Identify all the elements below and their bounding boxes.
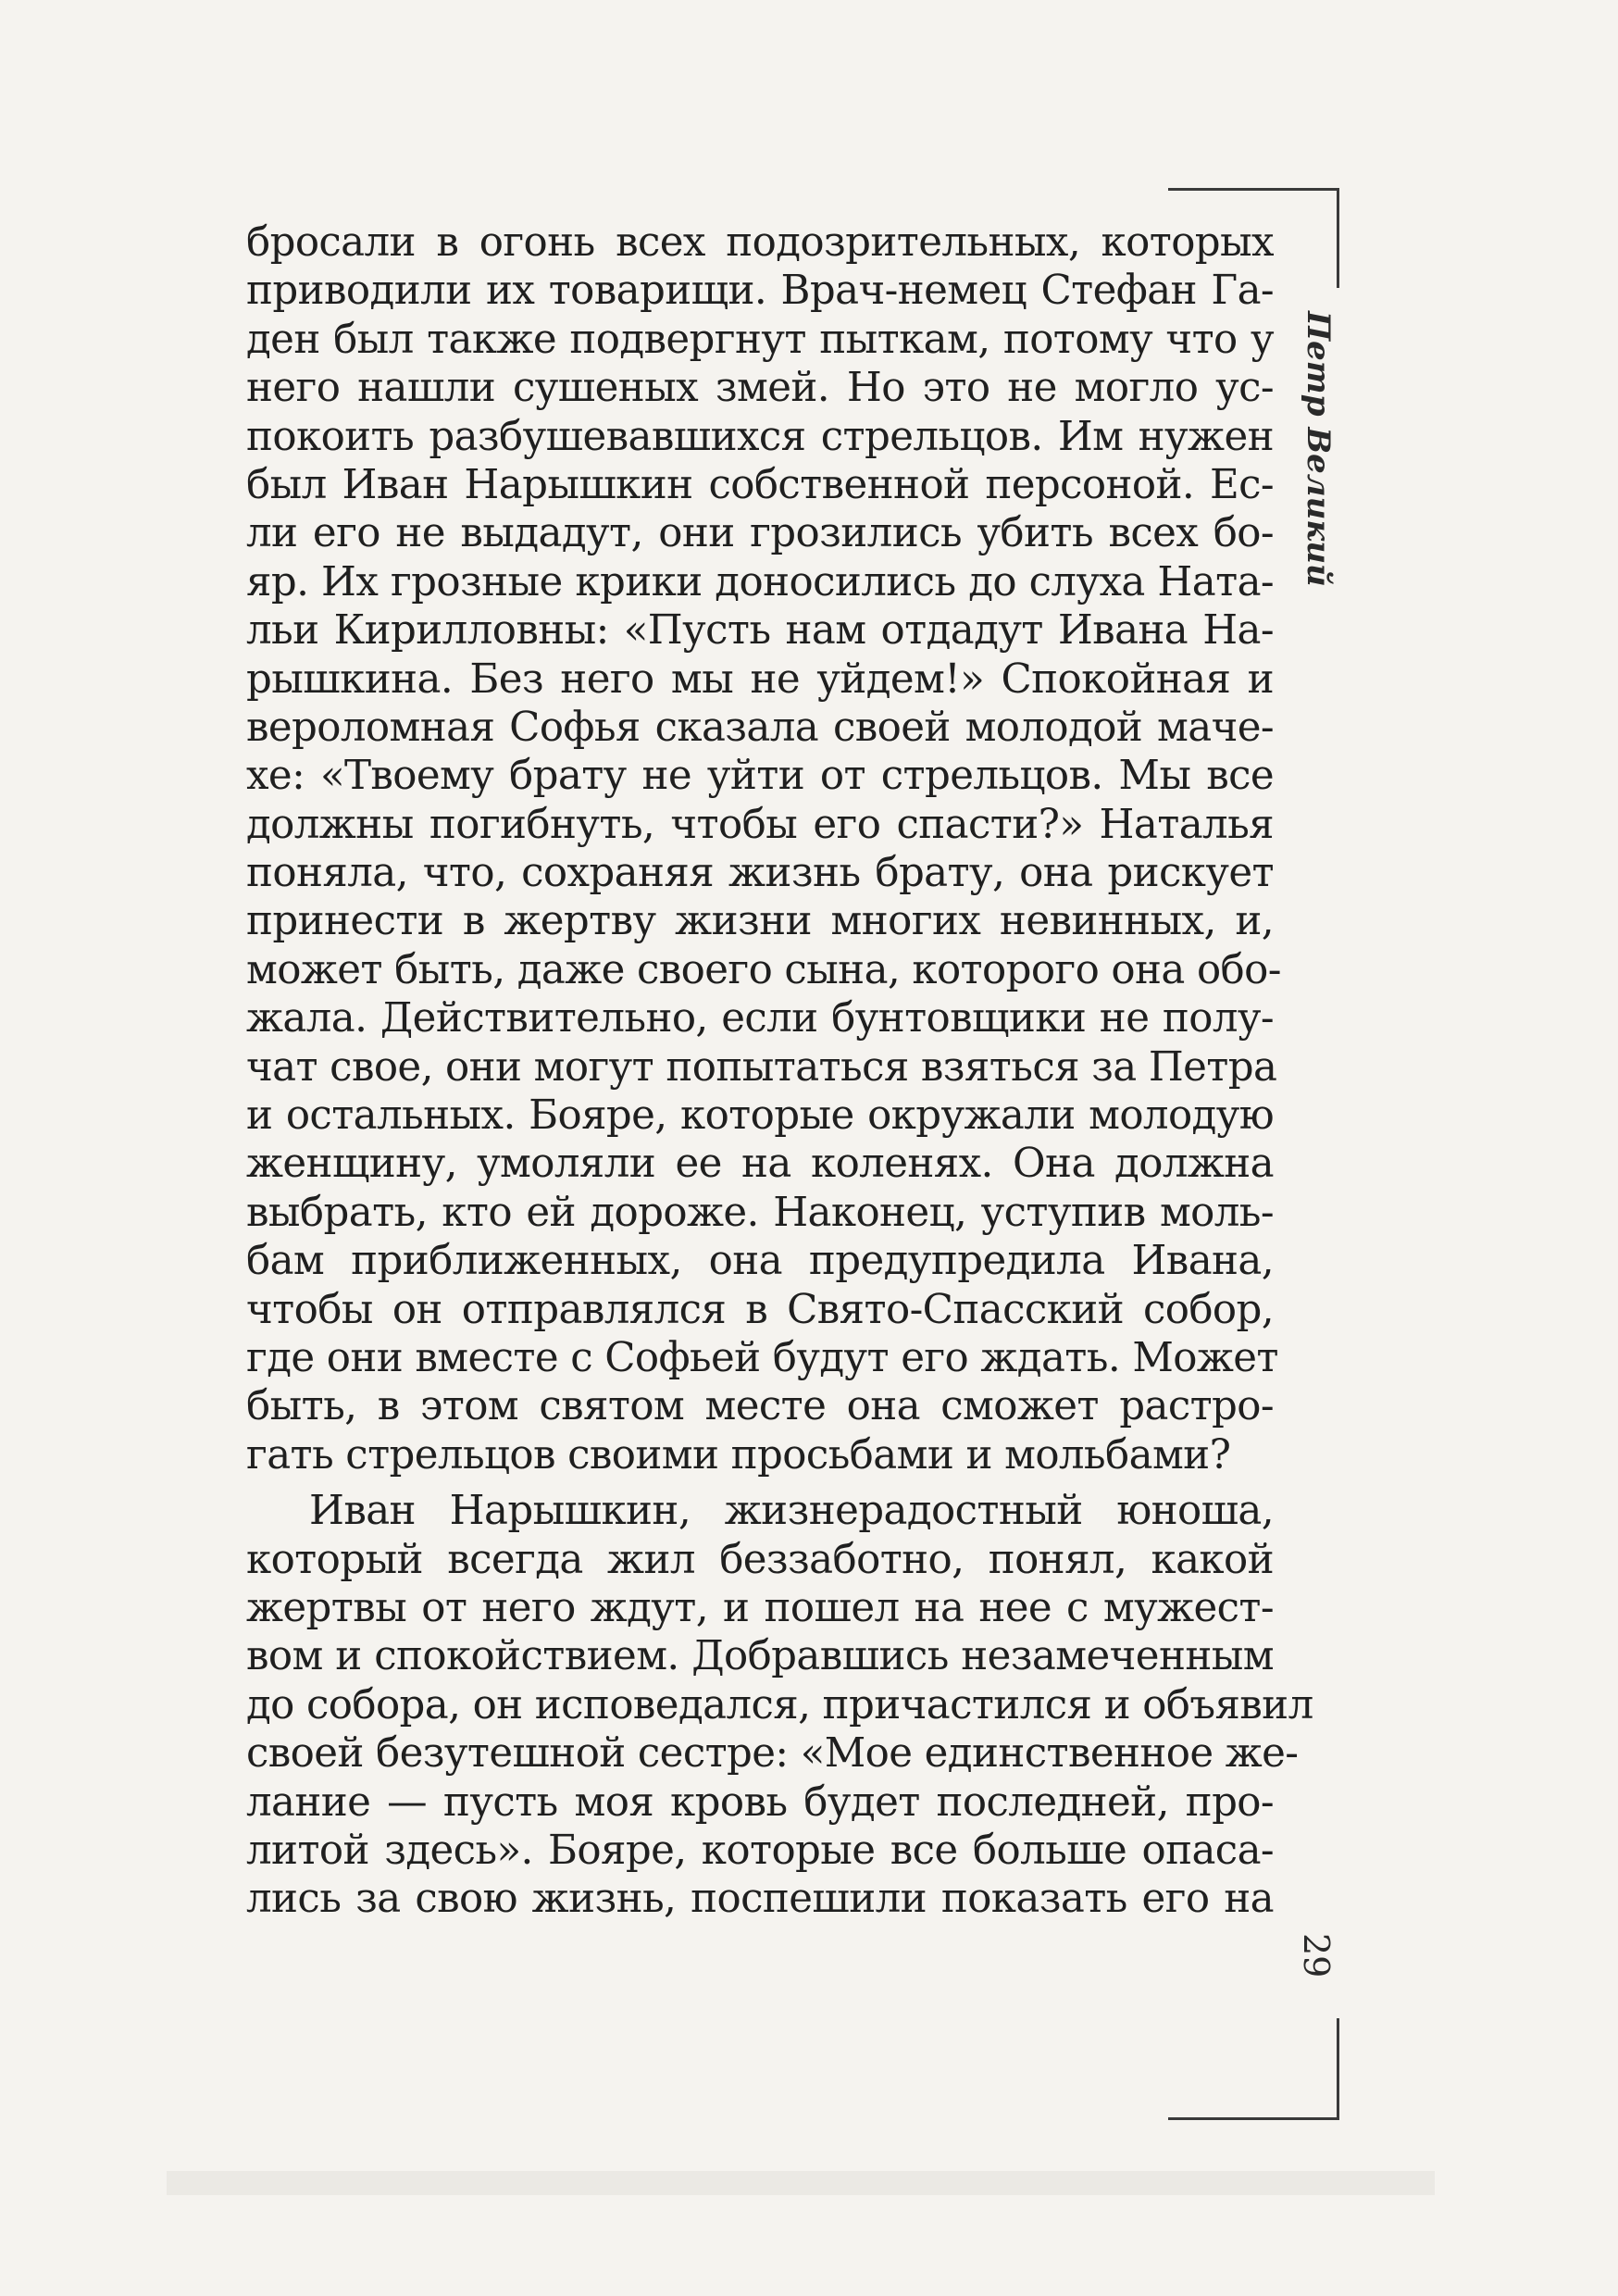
margin-rule-top-horizontal — [1168, 188, 1338, 191]
text-line: чтобы он отправлялся в Свято-Спасский собор, — [246, 1286, 1274, 1333]
paragraph — [246, 1487, 1313, 1924]
text-line: вероломная Софья сказала своей молодой маче- — [246, 704, 1274, 751]
body-text — [246, 218, 1313, 1924]
text-line: льи Кирилловны: «Пусть нам отдадут Ивана На- — [246, 607, 1274, 655]
text-line: который всегда жил беззаботно, понял, какой — [246, 1536, 1274, 1583]
text-line: бросали в огонь всех подозрительных, которых — [246, 219, 1274, 266]
text-line: него нашли сушеных змей. Но это не могло ус- — [246, 365, 1274, 412]
text-line: должны погибнуть, чтобы его спасти?» Наталья — [246, 801, 1274, 848]
text-line: где они вместе с Софьей будут его ждать. Может — [246, 1334, 1278, 1381]
scan-shadow — [167, 2171, 1435, 2195]
text-line: рышкина. Без него мы не уйдем!» Спокойная и — [246, 655, 1274, 703]
page-number-container — [1296, 1933, 1342, 1998]
text-line: яр. Их грозные крики доносились до слуха Ната- — [246, 558, 1274, 605]
text-line: до собора, он исповедался, причастился и объявил — [246, 1681, 1313, 1728]
margin-rule-bottom-vertical — [1337, 2018, 1339, 2120]
text-line: лись за свою жизнь, поспешили показать его на — [246, 1876, 1274, 1923]
text-line: бам приближенных, она предупредила Ивана, — [246, 1238, 1274, 1285]
text-line: был Иван Нарышкин собственной персоной. Ес- — [246, 461, 1274, 508]
text-line: жертвы от него ждут, и пошел на нее с мужест- — [246, 1584, 1274, 1631]
text-line: выбрать, кто ей дороже. Наконец, уступив моль- — [246, 1189, 1274, 1236]
text-line: литой здесь». Бояре, которые все больше опаса- — [246, 1827, 1274, 1874]
page-number: 29 — [1296, 1933, 1337, 1978]
text-line: гать стрельцов своими просьбами и мольбами? — [246, 1431, 1231, 1479]
text-line: хе: «Твоему брату не уйти от стрельцов. Мы все — [246, 753, 1274, 800]
paragraph — [246, 218, 1281, 1479]
paragraph-gap — [246, 1479, 1274, 1487]
text-line: жала. Действительно, если бунтовщики не полу- — [246, 995, 1274, 1042]
text-line: ден был также подвергнут пыткам, потому что у — [246, 316, 1274, 363]
text-line: может быть, даже своего сына, которого она обо- — [246, 946, 1281, 993]
text-line: чат свое, они могут попытаться взяться за Петра — [246, 1043, 1277, 1091]
margin-rule-bottom-horizontal — [1168, 2117, 1339, 2120]
text-line: женщину, умоляли ее на коленях. Она должна — [246, 1141, 1274, 1188]
running-title-container — [1296, 311, 1342, 589]
text-line: своей безутешной сестре: «Мое единственное же- — [246, 1730, 1299, 1778]
text-line: Иван Нарышкин, жизнерадостный юноша, — [309, 1488, 1274, 1535]
text-line: ли его не выдадут, они грозились убить всех бо- — [246, 510, 1274, 557]
text-line: вом и спокойствием. Добравшись незамеченным — [246, 1633, 1274, 1680]
text-line: приводили их товарищи. Врач-немец Стефан Га- — [246, 268, 1274, 315]
text-line: и остальных. Бояре, которые окружали молодую — [246, 1092, 1274, 1140]
margin-rule-top-vertical — [1337, 188, 1339, 288]
text-line: покоить разбушевавшихся стрельцов. Им нужен — [246, 413, 1274, 460]
text-line: быть, в этом святом месте она сможет растро- — [246, 1383, 1274, 1430]
text-line: поняла, что, сохраняя жизнь брату, она рискует — [246, 850, 1274, 897]
text-line: принести в жертву жизни многих невинных, и, — [246, 898, 1274, 945]
running-title: Петр Великий — [1300, 311, 1337, 587]
text-line: лание — пусть моя кровь будет последней, про- — [246, 1778, 1274, 1826]
